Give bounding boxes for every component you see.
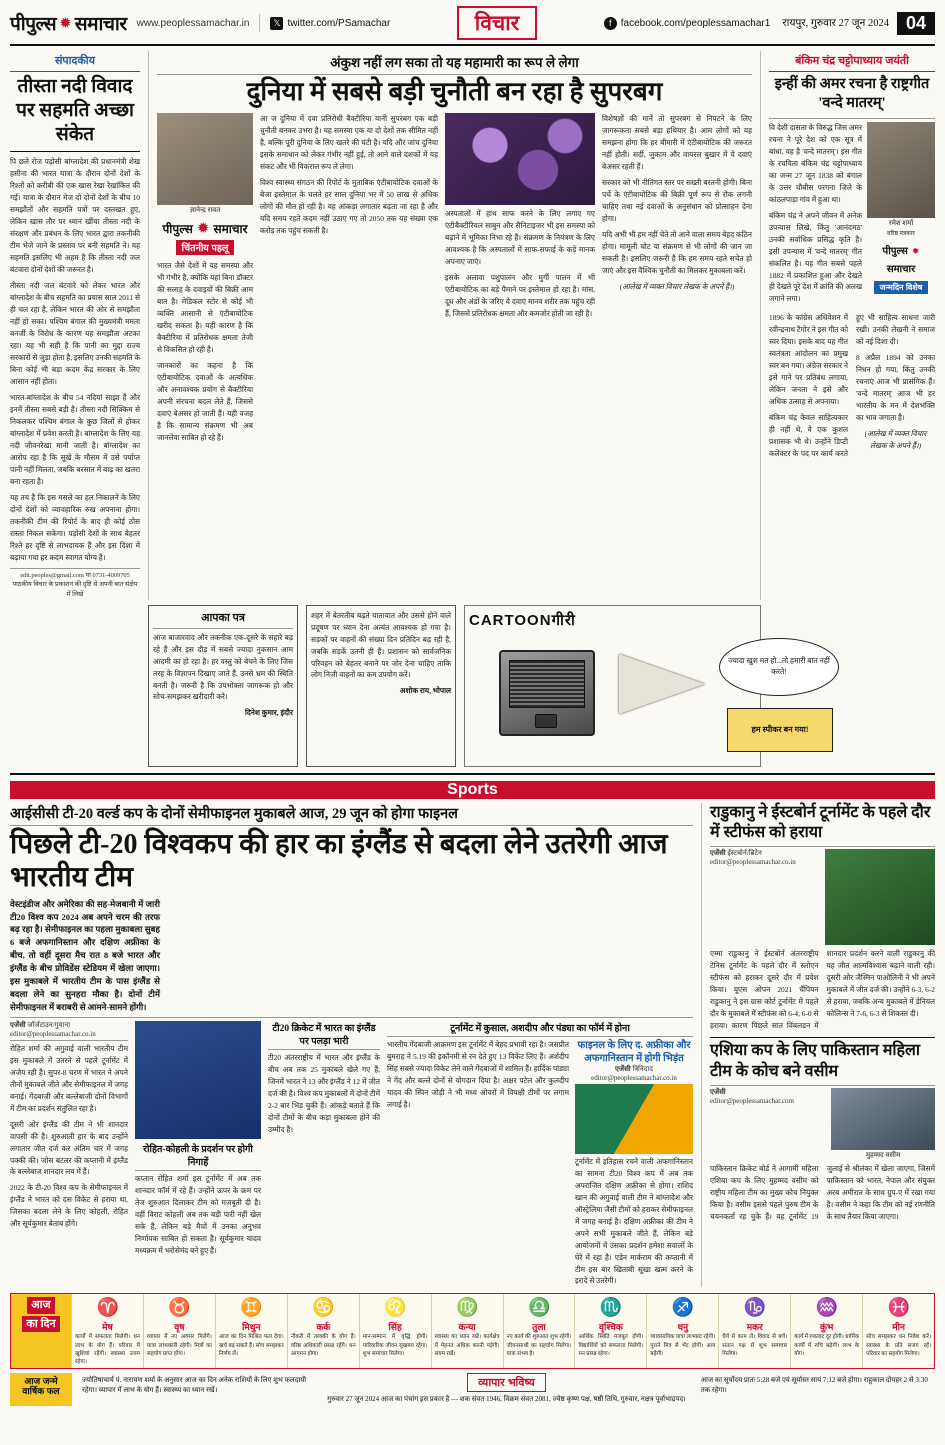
horoscope-sign — [790, 1294, 862, 1367]
sign-name: मेष — [102, 1322, 113, 1333]
zodiac-gemini-icon: ♊ — [240, 1297, 263, 1318]
editorial-para: पि छले रोज पड़ोसी बांग्लादेश की प्रधानमंत्री शेख हसीना की भारत यात्रा के दौरान दोनों देशों के रिश्तों को करीबी की एक खास रेखा रेखांकित की गई। यात्रा के दौरान मेज दो दोनों देशों के बीच 10 समझौतों और सहमति पत्रों पर दस्तखत हुए, लेकिन खास तौर पर ध्यान खींचा तीस्ता नदी के संरक्षण और प्रबंधन के लिए भारत द्वारा तकनीकी टीम भेजे जाने के प्रस्ताव पर बनी सहमति ने। यह सहमति इसलिए भी अहम है कि तीस्ता नदी जल बंटवारा दोनों देशों की जरूरत है। — [10, 157, 140, 275]
sign-name: मिथुन — [242, 1322, 261, 1333]
sports-byline — [10, 1021, 128, 1038]
brand-subtitle: चिंतनीय पहलू — [176, 240, 235, 255]
sports-section-bar: Sports — [10, 781, 935, 799]
footer-bar — [10, 1373, 935, 1407]
facebook-icon: f — [604, 17, 617, 30]
divider — [259, 14, 260, 32]
divider — [769, 71, 935, 72]
author-photo-caption: रमेश शर्मा — [888, 218, 914, 227]
sports-right-column — [710, 803, 935, 1288]
brand-badge — [157, 219, 253, 256]
page-number: 04 — [897, 12, 935, 35]
right-article-footer-note: (आलेख में व्यक्त विचार लेखक के अपने हैं।) — [864, 429, 927, 451]
sports-sub1-headline: रोहित-कोहली के प्रदर्शन पर होगी निगाहें — [143, 1144, 253, 1168]
horoscope-footer-note: ज्योतिषाचार्य पं. नारायण शर्मा के अनुसार आज का दिन अनेक राशियों के लिए शुभ फलदायी रहेगा। व्यापार में लाभ के योग हैं। स्वास्थ्य का ध्यान रखें। — [82, 1375, 307, 1395]
editorial-contact-note: पाठकीय विचार के प्रकाशन की दृष्टि से अपनी बात संक्षेप में लिखें — [12, 581, 138, 598]
cartoon-speech-bubble-1: ज्यादा खुश मत हो...तो हमारी बात नहीं करते! — [719, 638, 839, 696]
sign-text: कार्य में रुकावट दूर होगी। धार्मिक कार्यों में रुचि बढ़ेगी। लाभ के योग। — [794, 1334, 860, 1357]
sign-text: धैर्य से काम लें। विवाद से बचें। संतान पक्ष से शुभ समाचार मिलेगा। — [722, 1334, 788, 1357]
brand-subtitle: जन्मदिन विशेष — [874, 281, 929, 294]
main-article-footer-note: (आलेख में व्यक्त विचार लेखक के अपने हैं।) — [619, 281, 735, 291]
article-para: विशेषज्ञों की मानें तो सुपरबग से निपटने के लिए जागरूकता सबसे बड़ा हथियार है। आम लोगों को यह समझना होगा कि हर बीमारी में एंटीबायोटिक की जरूरत नहीं होती। सर्दी, जुकाम और वायरल बुखार में ये दवाएं बेअसर रहती हैं। — [602, 114, 752, 172]
horoscope-sign — [862, 1294, 934, 1367]
cartoon-artwork — [469, 632, 830, 762]
editorial-para: यह तय है कि इस मसले का हल निकालने के लिए दोनों देशों को व्यावहारिक रुख अपनाना होगा। तकनीकी टीम की रिपोर्ट के बाद ही कोई ठोस रास्ता निकल सकेगा। पड़ोसी देशों के साथ बेहतर रिश्ते हर दृष्टि से लाभदायक हैं और इस दिशा में बढ़ाया गया हर कदम स्वागत योग्य है। — [10, 492, 140, 562]
divider — [10, 773, 935, 775]
horoscope-sign — [718, 1294, 790, 1367]
article-para: जानकारों का कहना है कि एंटीबायोटिक दवाओं के अत्यधिक और अनावश्यक प्रयोग से बैक्टीरिया अपनी संरचना बदल लेते हैं, जिससे दवाएं बेअसर हो जाती हैं। यही वजह है कि सामान्य संक्रमण भी अब जानलेवा साबित हो रहे हैं। — [157, 361, 253, 442]
zodiac-pisces-icon: ♓ — [887, 1297, 911, 1318]
born-today-label-1: आज जन्मे — [24, 1375, 58, 1386]
coach-photo-caption: मुहम्मद वसीम — [865, 1150, 901, 1159]
facebook-handle: facebook.com/peoplessamachar1 — [620, 17, 771, 29]
sports-right1-body: एम्मा राडुकानु ने ईस्टबोर्न अंतरराष्ट्रीय टेनिस टूर्नामेंट के पहले दौर में स्लोएन स्टीफंस को हराकर दूसरे दौर में प्रवेश किया। यूएस ओपन 2021 चैंपियन राडुकानु ने इस ग्रास कोर्ट टूर्नामेंट में पहले दौर के मुकाबले में स्टीफंस को 6-4, 6-0 से हराया। कारण पिछले सात विंबलडन में शानदार प्रदर्शन करने वाली राडुकानु की यह जीत आत्मविश्वास बढ़ाने वाली रही। दूसरी ओर जैस्मिन पाओलिनी ने भी अपने मुकाबले में जीत दर्ज की। उन्होंने 6-3, 6-2 से हराया, जबकि अन्य मुकाबले में डेनियल कोलिन्स ने 7-6, 6-3 से शिकस्त दी। — [710, 949, 935, 1031]
horoscope-sign — [431, 1294, 503, 1367]
sign-name: धनु — [677, 1322, 689, 1333]
letters-title: आपका पत्र — [201, 611, 245, 624]
horoscope-sign — [646, 1294, 718, 1367]
author-photo-caption: ज्ञानेन्द्र रावत — [189, 206, 221, 215]
zodiac-cancer-icon: ♋ — [312, 1297, 335, 1318]
letter-text: आज बाजारवाद और तकनीक एक-दूसरे के सहारे बढ़ रहे हैं और इस दौड़ में सबसे ज्यादा नुकसान आम आदमी का हो रहा है। हर वस्तु को बेचने के लिए जिस तरह के विज्ञापन दिखाए जाते हैं, उनसे भ्रम की स्थिति बनती है। जरूरी है कि उपभोक्ता जागरूक हो और सोच-समझकर खरीदारी करे। — [153, 632, 293, 702]
letter-item — [311, 610, 451, 698]
sign-text: आर्थिक स्थिति मजबूत होगी। विद्यार्थियों को सफलता मिलेगी। मन प्रसन्न रहेगा। — [578, 1334, 644, 1357]
tennis-player-photo — [825, 849, 935, 945]
sign-text: व्यावसायिक यात्रा लाभप्रद रहेगी। पुराने मित्र से भेंट होगी। आय बढ़ेगी। — [650, 1334, 716, 1357]
editorial-headline: तीस्ता नदी विवाद पर सहमति अच्छा संकेत — [16, 76, 134, 145]
sports-right2-body: पाकिस्तान क्रिकेट बोर्ड ने आगामी महिला एशिया कप के लिए मुहम्मद वसीम को राष्ट्रीय महिला टीम का मुख्य कोच नियुक्त किया है। वसीम इससे पहले पुरुष टीम के चयनकर्ता रह चुके हैं। यह टूर्नामेंट 19 जुलाई से श्रीलंका में खेला जाएगा, जिसमें पाकिस्तान को भारत, नेपाल और संयुक्त अरब अमीरात के साथ ग्रुप-ए में रखा गया है। वसीम ने कहा कि टीम को नई रणनीति के साथ तैयार किया जाएगा। — [710, 1163, 935, 1221]
divider — [10, 1017, 693, 1018]
horoscope-sign — [287, 1294, 359, 1367]
zodiac-scorpio-icon: ♏ — [599, 1297, 623, 1318]
logo-text-primary: पीपुल्स — [10, 14, 57, 35]
sign-name: वृष — [174, 1322, 185, 1333]
dateline: रायपुर, गुरुवार 27 जून 2024 — [782, 18, 889, 29]
byline-email[interactable]: editor@peoplessamachar.co.in — [710, 858, 796, 867]
logo-text-secondary: समाचार — [74, 14, 127, 35]
main-article-body-d — [602, 113, 752, 293]
right-article-body-a — [769, 122, 862, 306]
editorial-contact[interactable]: edit.peoples@gmail.com या 0731-4009705 — [20, 571, 130, 579]
article-para: बंकिम चंद्र केवल साहित्यकार ही नहीं थे, वे एक कुशल प्रशासक भी थे। उन्होंने डिप्टी कलेक्टर के पद पर कार्य करते हुए भी साहित्य साधना जारी रखी। उनकी लेखनी ने समाज को नई दिशा दी। — [769, 313, 935, 459]
masthead-right — [782, 12, 935, 35]
divider — [710, 1037, 935, 1038]
sign-name: कर्क — [316, 1322, 331, 1333]
cartoon-title-en: CARTOON — [469, 611, 552, 629]
horoscope-title-2: का दिन — [22, 1316, 59, 1332]
editorial-tag-text: संपादकीय — [54, 55, 96, 67]
letters-box — [148, 605, 298, 767]
cartoon-speech-bubble-2: हम स्पीकर बन गया! — [727, 708, 833, 752]
newspaper-logo — [10, 10, 127, 36]
byline-agency: एजेंसी — [710, 1088, 726, 1096]
cartoon-title-hi: गीरी — [551, 611, 576, 629]
byline-email[interactable]: editor@peoplessamachar.co.in — [10, 1029, 96, 1038]
sports-sub3-body: भारतीय गेंदबाजी आक्रमण इस टूर्नामेंट में बेहद प्रभावी रहा है। जसप्रीत बुमराह ने 5.19 की इकॉनमी से रन देते हुए 13 विकेट लिए हैं। अर्शदीप सिंह सबसे ज्यादा विकेट लेने वाले गेंदबाजों में शामिल हैं। हार्दिक पांड्या ने गेंद और बल्ले दोनों से योगदान दिया है। अक्षर पटेल और कुलदीप यादव की स्पिन जोड़ी ने भी मध्य ओवरों में विपक्षी टीमों पर लगाम लगाई है। — [387, 1039, 569, 1109]
sign-text: कार्यों में सफलता मिलेगी। धन लाभ के योग हैं। परिवार में खुशियां रहेंगी। स्वास्थ्य उत्तम रहेगा। — [75, 1334, 140, 1365]
right-article-body-b — [769, 312, 935, 460]
brand-text-1: पीपुल्स — [162, 222, 193, 237]
sign-text: स्वास्थ्य का ध्यान रखें। कार्यक्षेत्र में मेहनत अधिक करनी पड़ेगी। संयम रखें। — [434, 1334, 500, 1357]
section-title — [390, 6, 604, 40]
cartoon-box — [464, 605, 830, 767]
main-article-body-b — [260, 113, 438, 237]
horoscope-sign — [503, 1294, 575, 1367]
article-para: वि देशी दासता के विरुद्ध जिस अमर रचना ने पूरे देश को एक सूत्र में बांधा, वह है 'वन्दे मातरम्'। इस गीत के रचयिता बंकिम चंद्र चट्टोपाध्याय का जन्म 27 जून 1838 को बंगाल के उत्तर चौबीस परगना जिले के कांठलपाड़ा गांव में हुआ था। — [769, 122, 862, 204]
editorial-para: भारत-बांग्लादेश के बीच 54 नदियां साझा हैं और इनमें तीस्ता सबसे बड़ी है। तीस्ता नदी सिक्किम से निकलकर पश्चिम बंगाल के कुछ जिलों से होकर बांग्लादेश में प्रवेश करती है। बांग्लादेश के लिए यह नदी जीवनरेखा मानी जाती है। बांग्लादेश का आरोप रहा है कि सूखे के मौसम में उसे पर्याप्त पानी नहीं मिलता, जबकि बरसात में बाढ़ का खतरा बना रहता है। — [10, 392, 140, 486]
sign-name: कुंभ — [820, 1322, 834, 1333]
article-para: भारत जैसे देशों में यह समस्या और भी गंभीर है, क्योंकि यहां बिना डॉक्टर की सलाह के दवाइयों की बिक्री आम बात है। मेडिकल स्टोर से कोई भी व्यक्ति आसानी से एंटीबायोटिक खरीद सकता है। यही कारण है कि बैक्टीरिया में प्रतिरोधक क्षमता तेजी से विकसित हो रही है। — [157, 261, 253, 355]
sports-lead: वेस्टइंडीज और अमेरिका की सह-मेजबानी में जारी टी20 विश्व कप 2024 अब अपने चरम की तरफ बढ़ रहा है। सेमीफाइनल का पहला मुकाबला सुबह 6 बजे अफगानिस्तान और दक्षिण अफ्रीका के बीच, तो वहीं दूसरा मैच रात 8 बजे भारत और इंग्लैंड के बीच प्रोविडेंस स्टेडियम में खेला जाएगा। इस मुकाबले में भारतीय टीम के पास इंग्लैंड से बदला लेने का सुनहरा मौका है। दोनों टीमें सेमीफाइनल में बराबरी से आमने-सामने होंगी। — [10, 898, 160, 1012]
zodiac-virgo-icon: ♍ — [456, 1297, 479, 1318]
byline-agency: एजेंसी — [10, 1021, 26, 1029]
brand-text-2: समाचार — [886, 263, 916, 275]
byline-agency: एजेंसी — [615, 1065, 631, 1073]
article-para: 2022 के टी-20 विश्व कप के सेमीफाइनल में इंग्लैंड ने भारत को दस विकेट से हराया था, जिसका बदला लेने के लिए कोहली, रोहित और सूर्यकुमार बेताब होंगे। — [10, 1183, 128, 1229]
byline-agency: एजेंसी — [710, 850, 726, 858]
brand-text-1: पीपुल्स — [882, 245, 908, 257]
born-today-label-2: वार्षिक फल — [22, 1386, 60, 1397]
editorial-body — [10, 156, 140, 563]
sign-text: सोच समझकर धन निवेश करें। स्वास्थ्य के प्रति सजग रहें। परिवार का सहयोग मिलेगा। — [866, 1334, 932, 1357]
sports-sub4-body: टूर्नामेंट में इतिहास रचने वाली अफगानिस्तान का सामना टी20 विश्व कप में अब तक अपराजित दक्षिण अफ्रीका से होगा। राशिद खान की अगुवाई वाली टीम ने बांग्लादेश और ऑस्ट्रेलिया जैसी टीमों को हराकर सेमीफाइनल में जगह बनाई है। दक्षिण अफ्रीका की टीम ने अपने सभी मुकाबले जीते हैं, लेकिन बड़े आयोजनों में उसका प्रदर्शन हमेशा सवालों के घेरे में रहा है। एडेन मार्कराम की कप्तानी में टीम इस बार खिताबी सूखा खत्म करने के इरादे से उतरेगी। — [575, 1156, 693, 1286]
coach-photo — [831, 1088, 935, 1150]
sign-text: मान-सम्मान में वृद्धि होगी। पारिवारिक जीवन सुखमय रहेगा। शुभ समाचार मिलेगा। — [362, 1334, 428, 1357]
main-article-headline: दुनिया में सबसे बड़ी चुनौती बन रहा है सुपरबग — [246, 77, 663, 106]
star-icon: ✹ — [196, 221, 210, 238]
author-photo — [867, 122, 935, 218]
sign-name: कन्या — [458, 1322, 476, 1333]
divider — [157, 74, 752, 75]
horoscope-sign — [574, 1294, 646, 1367]
horoscope-sign — [143, 1294, 215, 1367]
sports-right2-byline — [710, 1088, 825, 1105]
main-article-column — [157, 51, 752, 600]
byline-place: त्रिनिदाद — [632, 1064, 653, 1073]
horoscope-title-block — [11, 1294, 71, 1367]
article-para: अस्पतालों में हाथ साफ करने के लिए लगाए गए एंटीबैक्टीरियल साबुन और सैनिटाइजर भी इस समस्या को बढ़ाने में भूमिका निभा रहे हैं। संक्रमण के नियंत्रण के लिए आवश्यक है कि अस्पतालों में साफ-सफाई के कड़े मानक अपनाए जाएं। — [445, 209, 595, 267]
sign-name: मकर — [746, 1322, 763, 1333]
right-article-headline: इन्हीं की अमर रचना है राष्ट्रगीत 'वन्दे मातरम्' — [774, 76, 930, 111]
editorial-tag — [10, 51, 140, 69]
main-article-body-a — [157, 260, 253, 444]
sports-right1-headline: राडुकानु ने ईस्टबोर्न टूर्नामेंट के पहले दौर में स्टीफंस को हराया — [710, 803, 931, 842]
sports-body-1 — [10, 1043, 128, 1231]
letter-text: शहर में बेतरतीब बढ़ते यातायात और उससे होने वाले प्रदूषण पर ध्यान देना अत्यंत आवश्यक हो गया है। सड़कों पर वाहनों की संख्या दिन प्रतिदिन बढ़ रही है, जबकि सड़कें उतनी ही हैं। प्रशासन को सार्वजनिक परिवहन को बेहतर बनाने पर जोर देना चाहिए ताकि लोग निजी वाहनों का कम उपयोग करें। — [311, 610, 451, 680]
byline-email[interactable]: editor@peoplessamachar.com — [710, 1096, 794, 1105]
zodiac-taurus-icon: ♉ — [168, 1297, 191, 1318]
match-preview-photo — [575, 1084, 693, 1154]
letter-signature: दिनेश कुमार, इंदौर — [244, 708, 293, 718]
team-photo — [135, 1021, 261, 1139]
author-photo — [157, 113, 253, 205]
website-url[interactable]: www.peoplessamachar.in — [136, 17, 250, 29]
article-para: इसके अलावा पशुपालन और मुर्गी पालन में भी एंटीबायोटिक का बड़े पैमाने पर इस्तेमाल हो रहा है। मांस, दूध और अंडों के जरिए ये दवाएं मानव शरीर तक पहुंच रही हैं, जिससे प्रतिरोधक क्षमता और कमजोर होती जा रही है। — [445, 273, 595, 319]
horoscope-strip — [10, 1293, 935, 1368]
article-para: सरकार को भी नीतिगत स्तर पर सख्ती बरतनी होगी। बिना पर्चे के एंटीबायोटिक की बिक्री पूर्ण रूप से रोक लगनी चाहिए तथा नई दवाओं के अनुसंधान को प्रोत्साहन देना होगा। — [602, 178, 752, 224]
sports-sub1-body: कप्तान रोहित शर्मा इस टूर्नामेंट में अब तक शानदार फॉर्म में रहे हैं। उन्होंने ऊपर के क्रम पर तेज शुरुआत दिलाकर टीम को मजबूती दी है। वहीं विराट कोहली अब तक बड़ी पारी नहीं खेल सके हैं, लेकिन बड़े मैचों में उनका अनुभव निर्णायक साबित हो सकता है। सूर्यकुमार यादव मध्यक्रम में भरोसेमंद बने हुए हैं। — [135, 1173, 261, 1255]
sign-text: नए कार्य की शुरुआत शुभ रहेगी। जीवनसाथी का सहयोग मिलेगा। यात्रा संभव है। — [506, 1334, 572, 1357]
zodiac-aquarius-icon: ♒ — [815, 1297, 839, 1318]
sports-sub4-headline: फाइनल के लिए द. अफ्रीका और अफगानिस्तान में होगी भिड़ंत — [577, 1039, 691, 1064]
main-article-kicker: अंकुश नहीं लग सका तो यह महामारी का रूप ले लेगा — [330, 55, 579, 70]
horoscope-sign — [71, 1294, 143, 1367]
letters-cartoon-row — [10, 605, 935, 767]
divider — [10, 825, 693, 826]
cartoon-title — [469, 610, 756, 630]
section-title-text: विचार — [474, 12, 520, 35]
horoscope-sign — [215, 1294, 287, 1367]
article-para: रोहित शर्मा की अगुवाई वाली भारतीय टीम इस मुकाबले में उतरने से पहले टूर्नामेंट में अजेय रही है। सुपर-8 चरण में भारत ने अपने तीनों मुकाबले जीते और सेमीफाइनल में जगह बनाई। गेंदबाजी और बल्लेबाजी दोनों विभागों में टीम का प्रदर्शन संतुलित रहा है। — [10, 1043, 128, 1113]
sports-sub2-body: टी20 अंतरराष्ट्रीय में भारत और इंग्लैंड के बीच अब तक 25 मुकाबले खेले गए हैं, जिनमें भारत ने 13 और इंग्लैंड ने 12 में जीत दर्ज की है। विश्व कप मुकाबलों में दोनों टीमें 2-2 बार भिड़ चुकी हैं। आंकड़े बताते हैं कि दोनों टीमों के बीच कड़ा मुकाबला होने की उम्मीद है। — [268, 1052, 380, 1134]
divider — [153, 628, 293, 629]
brand-text-2: समाचार — [213, 222, 248, 237]
byline-place: ईस्टबोर्न/ब्रिटेन — [727, 849, 762, 858]
zodiac-libra-icon: ♎ — [527, 1297, 551, 1318]
article-para: बंकिम चंद्र ने अपने जीवन में अनेक उपन्यास लिखे, किंतु 'आनंदमठ' उनकी सर्वाधिक प्रसिद्ध कृति है। इसी उपन्यास में 'वन्दे मातरम्' गीत संकलित है। यह गीत सबसे पहले 1882 में प्रकाशित हुआ और देखते ही देखते पूरे देश में क्रांति की अलख जगाने लगा। — [769, 210, 862, 304]
sign-name: तुला — [532, 1322, 546, 1333]
letter-item — [153, 632, 293, 720]
panchang-note-2: आज का सूर्योदय प्रातः 5:28 बजे एवं सूर्यास्त सायं 7:12 बजे होगा। राहुकाल दोपहर 2 से 3:30 तक रहेगा। — [700, 1375, 928, 1395]
sign-name: वृश्चिक — [599, 1322, 623, 1333]
divider — [769, 118, 935, 119]
right-article-column — [769, 51, 935, 600]
sports-headline: पिछले टी-20 विश्वकप की हार का इंग्लैंड से बदला लेने उतरेगी आज भारतीय टीम — [10, 828, 668, 893]
article-para: आ ज दुनिया में दवा प्रतिरोधी बैक्टीरिया यानी सुपरबग एक बड़ी चुनौती बनकर उभरा है। यह समस्या एक या दो देशों तक सीमित नहीं है, बल्कि पूरी दुनिया के लिए खतरे की घंटी है। यदि और जांच दुनिया इसके समाधान को लेकर गंभीर नहीं हुई, तो आने वाले दशकों में यह संकट और भी विकराल रूप ले लेगा। — [260, 114, 438, 172]
horoscope-sign — [359, 1294, 431, 1367]
zodiac-leo-icon: ♌ — [384, 1297, 407, 1318]
article-para: 8 अप्रैल 1894 को उनका निधन हो गया, किंतु उनकी रचनाएं आज भी प्रासंगिक हैं। 'वन्दे मातरम्' आज भी हर भारतीय के मन में देशभक्ति का भाव जगाता है। — [856, 353, 935, 423]
main-article-body-c — [445, 208, 595, 320]
divider — [10, 151, 140, 152]
letter-signature: अशोक राय, भोपाल — [399, 686, 451, 696]
divider — [10, 568, 140, 569]
sign-name: सिंह — [388, 1322, 402, 1333]
article-para: दूसरी ओर इंग्लैंड की टीम ने भी शानदार वापसी की है। शुरुआती हार के बाद उन्होंने लगातार जीत दर्ज कर अंतिम चार में जगह पक्की की। जोस बटलर की कप्तानी में इंग्लैंड के बल्लेबाज शानदार लय में हैं। — [10, 1119, 128, 1177]
sports-right2-headline: एशिया कप के लिए पाकिस्तान महिला टीम के कोच बने वसीम — [710, 1042, 921, 1080]
speaker-icon — [499, 650, 595, 736]
twitter-icon: 𝕏 — [270, 17, 283, 30]
byline-email[interactable]: editor@peoplessamachar.co.in — [591, 1073, 677, 1082]
sign-text: व्यापार में नए अवसर मिलेंगे। यात्रा लाभकारी रहेगी। मित्रों का सहयोग प्राप्त होगा। — [146, 1334, 212, 1357]
editorial-para: तीस्ता नदी जल बंटवारे को लेकर भारत और बांग्लादेश के बीच सहमति का प्रयास साल 2011 से ही चल रहा है, लेकिन भारत की ओर से समझौता नहीं हो सका। पश्चिम बंगाल की मुख्यमंत्री ममता बनर्जी के विरोध के कारण यह समझौता अटका रहा। यह भी सही है कि पानी का मुद्दा राज्य सरकारों से जुड़ा होता है, इसलिए उनकी सहमति के बिना कोई भी बड़ा कदम केंद्र सरकार के लिए आसान नहीं होता। — [10, 281, 140, 386]
article-para: विश्व स्वास्थ्य संगठन की रिपोर्ट के मुताबिक एंटीबायोटिक दवाओं के बेजा इस्तेमाल के चलते हर साल दुनिया भर में 50 लाख से अधिक लोगों की मौत हो रही है। यह आंकड़ा लगातार बढ़ता जा रहा है और यदि समय रहते कदम नहीं उठाए गए तो 2050 तक यह संख्या एक करोड़ तक पहुंच सकती है। — [260, 178, 438, 236]
byline-place: जॉर्जटाउन/गुयाना — [27, 1020, 71, 1029]
twitter-link[interactable] — [270, 17, 390, 30]
masthead — [10, 6, 935, 46]
sports-section — [10, 803, 935, 1288]
vyapar-badge: व्यापार भविष्य — [467, 1373, 546, 1392]
divider — [10, 71, 140, 72]
editorial-column — [10, 51, 140, 600]
bacteria-photo — [445, 113, 595, 205]
zodiac-aries-icon: ♈ — [96, 1297, 119, 1318]
sign-text: नौकरी में तरक्की के योग हैं। वरिष्ठ अधिकारी प्रसन्न रहेंगे। धन आगमन होगा। — [290, 1334, 356, 1357]
brand-badge — [867, 241, 935, 295]
sports-kicker: आईसीसी टी-20 वर्ल्ड कप के दोनों सेमीफाइनल मुकाबले आज, 29 जून को होगा फाइनल — [10, 805, 458, 822]
zodiac-capricorn-icon: ♑ — [743, 1297, 767, 1318]
sports-sub2-headline: टी20 क्रिकेट में भारत का इंग्लैंड पर पलड़ा भारी — [272, 1023, 376, 1047]
zodiac-sagittarius-icon: ♐ — [671, 1297, 695, 1318]
letters-box-2 — [306, 605, 456, 767]
facebook-link[interactable] — [604, 17, 771, 30]
sports-main — [10, 803, 693, 1288]
top-section — [10, 51, 935, 600]
horoscope-title-1: आज — [27, 1297, 54, 1313]
twitter-handle: twitter.com/PSamachar — [287, 17, 391, 29]
sports-right1-byline — [710, 849, 819, 866]
sign-name: मीन — [892, 1322, 905, 1333]
right-article-tag — [769, 51, 935, 69]
sports-sub4-byline — [575, 1065, 693, 1082]
author-designation: वरिष्ठ पत्रकार — [887, 230, 915, 237]
star-icon: ✹ — [59, 15, 72, 32]
panchang-note-1: गुरुवार 27 जून 2024 आज का पंचांग इस प्रकार है — शक संवत 1946, विक्रम संवत 2081, ज्येष्ठ कृष्ण पक्ष, षष्ठी तिथि, गुरुवार, नक्षत्र पूर्वाभाद्रपद। — [327, 1394, 686, 1403]
right-article-tag-text: बंकिम चंद्र चट्टोपाध्याय जयंती — [795, 55, 909, 67]
sign-text: आज का दिन मिश्रित फल देगा। खर्च बढ़ सकते हैं। सोच समझकर निर्णय लें। — [218, 1334, 284, 1357]
megaphone-icon — [619, 654, 705, 714]
born-today-badge — [10, 1373, 72, 1407]
star-icon: ✹ — [911, 245, 920, 256]
article-para: यदि अभी भी हम नहीं चेते तो आने वाला समय बेहद कठिन होगा। मामूली चोट या संक्रमण से भी लोगों की जान जा सकती है। इसलिए जरूरी है कि हम समय रहते सचेत हो जाएं और इस वैश्विक चुनौती का मिलकर मुकाबला करें। — [602, 230, 752, 275]
sports-sub3-headline: टूर्नामेंट में कुसाल, अशदीप और पंड्या का फॉर्म में होना — [450, 1023, 630, 1034]
article-para: 1896 के कांग्रेस अधिवेशन में रवीन्द्रनाथ टैगोर ने इस गीत को स्वर दिया। इसके बाद यह गीत स्वतंत्रता आंदोलन का प्रमुख स्वर बन गया। अंग्रेज सरकार ने इसे गाने पर प्रतिबंध लगाया, लेकिन जनता ने इसे और अधिक उत्साह से अपनाया। — [769, 313, 848, 407]
